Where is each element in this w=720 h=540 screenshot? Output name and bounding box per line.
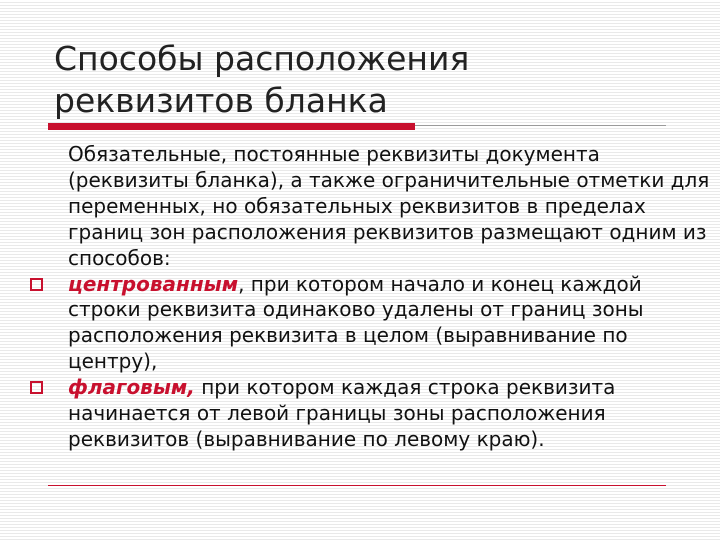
bullet-item-flag xyxy=(68,375,713,453)
bullet-term-centered: центрованным xyxy=(68,271,239,296)
slide-title-line-1: Способы расположения xyxy=(54,39,470,78)
bullet-term-flag: флаговым, xyxy=(68,375,195,400)
footer-divider xyxy=(48,485,666,486)
slide-title-line-2: реквизитов бланка xyxy=(54,81,388,120)
hollow-square-icon xyxy=(30,381,43,394)
title-divider-accent xyxy=(48,123,415,130)
slide-title xyxy=(54,38,654,122)
bullet-text-centered: , при котором начало и конец каждой строки реквизита одинаково удалены от границ зоны расположения реквизита в целом (выравнивание по центру), xyxy=(68,271,644,374)
slide-body xyxy=(68,142,713,453)
hollow-square-icon xyxy=(30,278,43,291)
bullet-text-flag: при котором каждая строка реквизита начинается от левой границы зоны расположения реквизитов (выравнивание по левому краю). xyxy=(68,375,616,451)
bullet-item-centered xyxy=(68,272,713,376)
intro-paragraph: Обязательные, постоянные реквизиты документа (реквизиты бланка), а также ограничительные отметки для переменных, но обязательных реквизитов в пределах границ зон расположения реквизитов размещают одним из способов: xyxy=(68,142,710,270)
